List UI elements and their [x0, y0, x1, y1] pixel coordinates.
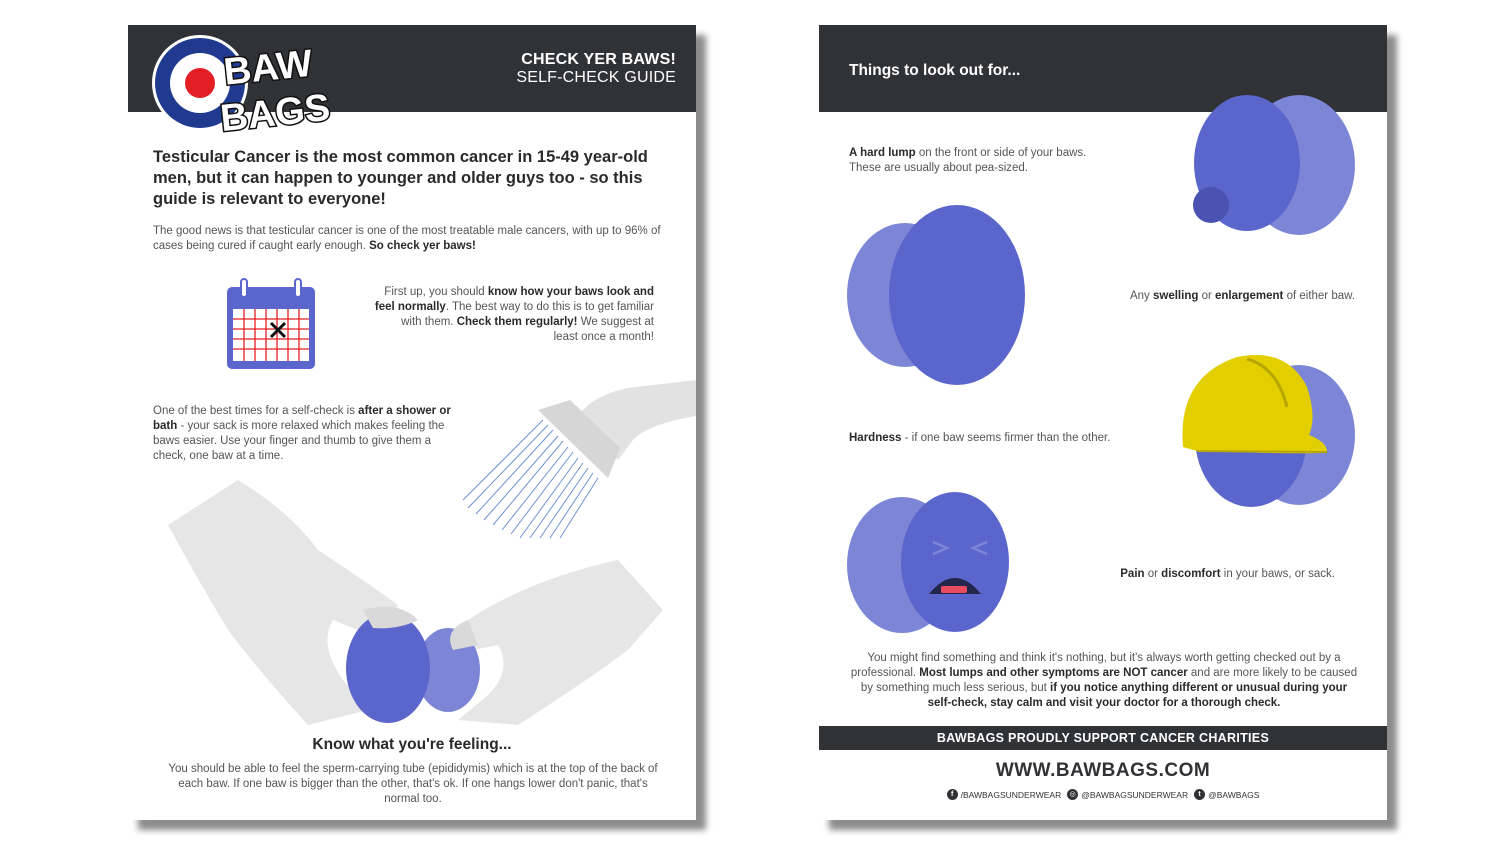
professional-check-note — [849, 651, 1359, 711]
website-link[interactable]: WWW.BAWBAGS.COM — [995, 760, 1211, 781]
intro-paragraph — [153, 224, 663, 254]
social-links — [819, 789, 1387, 800]
hard-lump-illustration — [1189, 93, 1359, 238]
shower-b1: after a shower or bath — [153, 405, 451, 432]
swelling-p1: Any — [1129, 290, 1153, 302]
intro-text: The good news is that testicular cancer is one of the most treatable male cancers, with up to 96% of cases being cured if caught early enough. — [153, 225, 661, 252]
logo-text-baw: BAW — [221, 42, 315, 94]
instagram-icon: ◎ — [1067, 789, 1078, 800]
twitter-icon: t — [1194, 789, 1205, 800]
hardness-desc: - if one baw seems firmer than the other. — [901, 432, 1111, 444]
hardness-bold: Hardness — [849, 432, 902, 444]
hardness-hard-hat-illustration — [1177, 347, 1357, 507]
guide-title: CHECK YER BAWS! — [521, 51, 676, 68]
calendar-paragraph — [374, 285, 654, 345]
social-facebook[interactable] — [947, 789, 1062, 800]
note-p1: You might find something and think it's nothing, but it's always worth getting checked out by a professional. — [850, 652, 1341, 679]
guide-page-left — [128, 25, 696, 820]
cal-b2: Check them regularly! — [456, 316, 578, 328]
cal-b1: know how your baws look and feel normally — [374, 286, 654, 313]
cal-p3: We suggest at least once a month! — [553, 316, 654, 343]
things-to-look-out-for-title: Things to look out for... — [849, 62, 1021, 79]
pain-face-illustration — [847, 490, 1012, 635]
feeling-paragraph: You should be able to feel the sperm-carrying tube (epididymis) which is at the top of the back of each baw. If one baw is bigger than the other, that's ok. If one hangs lower don't panic, that's normal too. — [168, 763, 658, 805]
hard-lump-desc: on the front or side of your baws. — [915, 147, 1087, 159]
swelling-text — [1130, 289, 1355, 304]
pain-text — [1120, 567, 1335, 582]
intro-bold: So check yer baws! — [369, 240, 476, 252]
guide-page-right — [819, 25, 1387, 820]
shower-p2: - your sack is more relaxed which makes feeling the baws easier. Use your finger and thumb to give them a check, one baw at a time. — [153, 420, 445, 462]
bawbags-logo — [150, 31, 333, 141]
note-p2: and are more likely to be caused by something much less serious, but — [860, 667, 1358, 694]
pain-p2: in your baws, or sack. — [1220, 568, 1335, 580]
calendar-icon — [225, 279, 317, 371]
hard-lump-bold: A hard lump — [849, 147, 916, 159]
logo-text-bags: BAGS — [218, 86, 333, 141]
cal-p1: First up, you should — [384, 286, 488, 298]
pain-b2: discomfort — [1161, 568, 1221, 580]
shower-p1: One of the best times for a self-check is — [153, 405, 359, 417]
hard-lump-line2: These are usually about pea-sized. — [849, 162, 1028, 174]
cal-p2: . The best way to do this is to get familiar with them. — [401, 301, 654, 328]
charity-support-bar: BAWBAGS PROUDLY SUPPORT CANCER CHARITIES — [819, 726, 1387, 750]
hardness-text — [849, 431, 1169, 446]
pain-b1: Pain — [1120, 568, 1145, 580]
guide-subtitle: SELF-CHECK GUIDE — [516, 69, 676, 86]
note-b2: if you notice anything different or unusual during your self-check, stay calm and visit your doctor for a thorough check. — [927, 682, 1348, 709]
twitter-handle: @BAWBAGS — [1208, 789, 1260, 800]
swelling-b2: enlargement — [1215, 290, 1284, 302]
social-instagram[interactable] — [1067, 789, 1188, 800]
swelling-b1: swelling — [1153, 290, 1199, 302]
know-what-youre-feeling-heading: Know what you're feeling... — [312, 736, 512, 753]
swelling-p3: of either baw. — [1283, 290, 1355, 302]
shower-paragraph — [153, 404, 453, 464]
swelling-illustration — [847, 203, 1027, 387]
social-twitter[interactable] — [1194, 789, 1259, 800]
facebook-icon: f — [947, 789, 958, 800]
pain-p1: or — [1144, 568, 1162, 580]
headline: Testicular Cancer is the most common cancer in 15-49 year-old men, but it can happen to younger and older guys too - so this guide is relevant to everyone! — [153, 148, 648, 208]
guide-header-title — [516, 51, 676, 87]
hands-check-illustration — [168, 480, 668, 725]
swelling-p2: or — [1198, 290, 1215, 302]
instagram-handle: @BAWBAGSUNDERWEAR — [1081, 789, 1189, 800]
facebook-handle: /BAWBAGSUNDERWEAR — [960, 789, 1062, 800]
note-b1: Most lumps and other symptoms are NOT cancer — [919, 667, 1188, 679]
hard-lump-text — [849, 146, 1159, 176]
